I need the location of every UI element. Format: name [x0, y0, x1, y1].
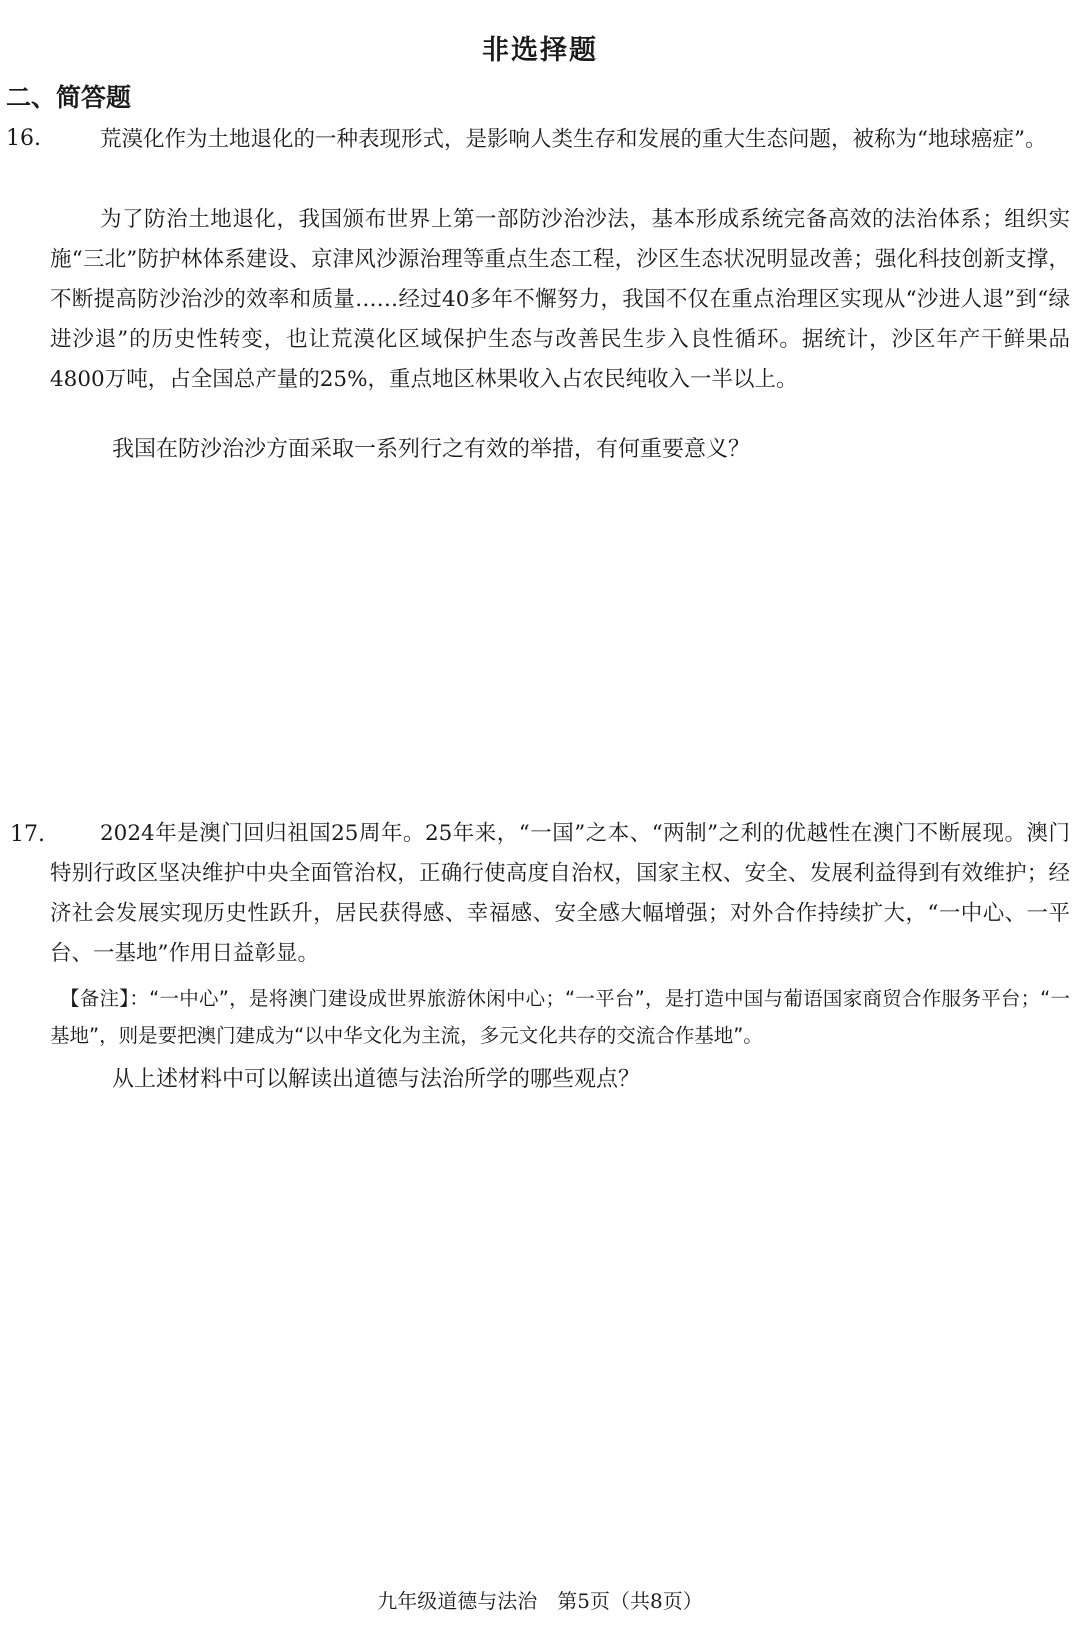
question-number: 17. — [10, 822, 45, 847]
answer-area[interactable] — [0, 1110, 1080, 1560]
question-prompt: 从上述材料中可以解读出道德与法治所学的哪些观点？ — [112, 1067, 641, 1092]
question-note: 【备注】：“一中心”，是将澳门建设成世界旅游休闲中心；“一平台”，是打造中国与葡语国家商贸合作服务平台；“一基地”，则是要把澳门建成为“以中华文化为主流，多元文化共存的交流合作基地”。 — [50, 987, 1070, 1047]
question-paragraph: 荒漠化作为土地退化的一种表现形式，是影响人类生存和发展的重大生态问题，被称为“地球癌症”。 — [100, 127, 1047, 152]
question-paragraph: 2024年是澳门回归祖国25周年。25年来，“一国”之本、“两制”之利的优越性在澳门不断展现。澳门特别行政区坚决维护中央全面管治权，正确行使高度自治权，国家主权、安全、发展利益得到有效维护；经济社会发展实现历史性跃升，居民获得感、幸福感、安全感大幅增强；对外合作持续扩大，“一中心、一平台、一基地”作用日益彰显。 — [50, 821, 1070, 966]
question-prompt: 我国在防沙治沙方面采取一系列行之有效的举措，有何重要意义？ — [112, 437, 751, 462]
answer-area[interactable] — [0, 480, 1080, 810]
part-heading: 二、简答题 — [6, 83, 132, 112]
question-number: 16. — [6, 126, 41, 151]
page-footer: 九年级道德与法治 第5页（共8页） — [377, 1589, 703, 1613]
question-paragraph: 为了防治土地退化，我国颁布世界上第一部防沙治沙法，基本形成系统完备高效的法治体系；组织实施“三北”防护林体系建设、京津风沙源治理等重点生态工程，沙区生态状况明显改善；强化科技创新支撑，不断提高防沙治沙的效率和质量……经过40多年不懈努力，我国不仅在重点治理区实现从“沙进人退”到“绿进沙退”的历史性转变，也让荒漠化区域保护生态与改善民生步入良性循环。据统计，沙区年产干鲜果品4800万吨，占全国总产量的25%，重点地区林果收入占农民纯收入一半以上。 — [50, 207, 1070, 392]
section-title: 非选择题 — [482, 35, 598, 66]
